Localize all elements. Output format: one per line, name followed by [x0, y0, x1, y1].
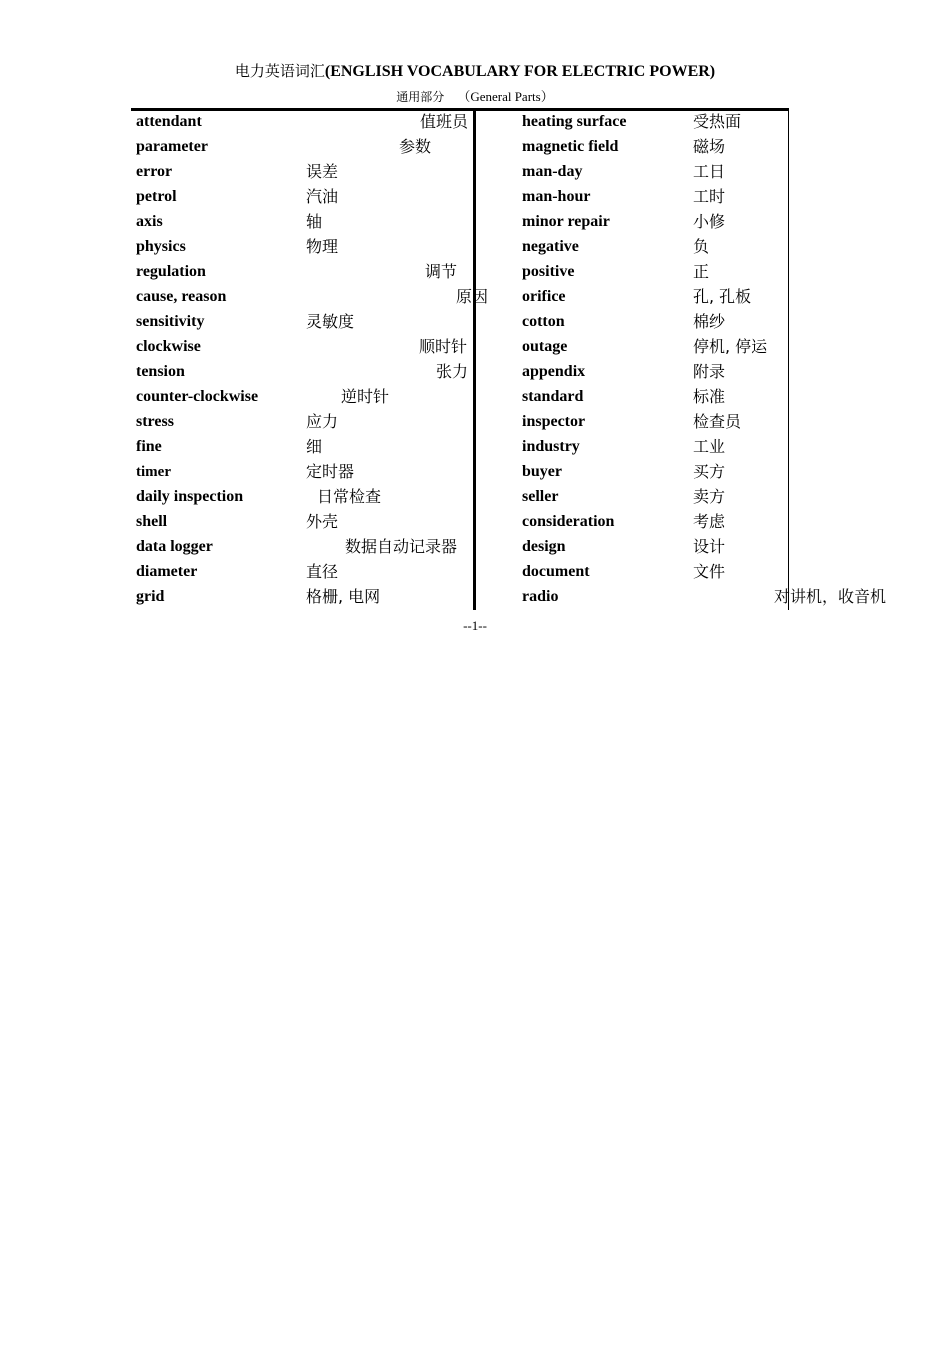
title-chinese: 电力英语词汇	[234, 62, 325, 80]
vocab-row	[136, 534, 474, 559]
english-term: radio	[522, 588, 559, 605]
chinese-term: 直径	[306, 562, 339, 581]
english-term: magnetic field	[522, 138, 619, 155]
english-term: man-day	[522, 163, 583, 180]
chinese-term: 棉纱	[693, 312, 726, 331]
vocab-row	[136, 259, 474, 284]
english-term: design	[522, 538, 566, 555]
english-term: timer	[136, 464, 171, 480]
chinese-term: 应力	[306, 412, 339, 431]
vocabulary-column-left	[136, 109, 489, 609]
english-term: heating surface	[522, 113, 627, 130]
chinese-term: 考虑	[693, 512, 726, 531]
vocab-row	[136, 159, 474, 184]
vocab-row	[522, 184, 942, 209]
english-term: industry	[522, 438, 580, 455]
vocab-row	[136, 484, 474, 509]
chinese-term: 张力	[436, 362, 469, 381]
english-term: axis	[136, 213, 163, 230]
english-term: physics	[136, 238, 186, 255]
vocab-row	[522, 234, 942, 259]
chinese-term: 顺时针	[419, 337, 468, 356]
chinese-term: 格栅, 电网	[306, 587, 381, 606]
english-term: shell	[136, 513, 168, 530]
vocab-row	[136, 409, 474, 434]
chinese-term: 文件	[693, 562, 726, 581]
chinese-term: 负	[693, 237, 710, 256]
vocab-row	[522, 109, 942, 134]
english-term: positive	[522, 263, 575, 280]
vocab-row	[136, 184, 474, 209]
vocab-row	[522, 134, 942, 159]
chinese-term: 受热面	[693, 112, 742, 131]
vocab-row	[522, 359, 942, 384]
english-term: regulation	[136, 263, 206, 280]
subtitle-english: （General Parts）	[457, 89, 554, 104]
chinese-term: 设计	[693, 537, 726, 556]
chinese-term: 原因	[456, 287, 489, 306]
subtitle-chinese: 通用部分	[396, 90, 445, 104]
vocab-row	[522, 159, 942, 184]
chinese-term: 汽油	[306, 187, 339, 206]
english-term: tension	[136, 363, 185, 380]
vocabulary-column-right	[522, 109, 942, 609]
chinese-term: 对讲机，收音机	[774, 587, 887, 606]
page-title	[0, 60, 950, 83]
english-term: sensitivity	[136, 313, 205, 330]
chinese-term: 工日	[693, 162, 726, 181]
vocab-row	[136, 334, 474, 359]
vocab-row	[136, 384, 474, 409]
chinese-term: 物理	[306, 237, 339, 256]
vocab-row	[522, 384, 942, 409]
title-english: (ENGLISH VOCABULARY FOR ELECTRIC POWER)	[324, 63, 716, 80]
vocab-row	[522, 534, 942, 559]
vocab-row	[522, 209, 942, 234]
chinese-term: 轴	[306, 212, 323, 231]
english-term: appendix	[522, 363, 586, 380]
english-term: error	[136, 163, 173, 180]
english-term: negative	[522, 238, 579, 255]
vocab-row	[522, 509, 942, 534]
english-term: outage	[522, 338, 568, 355]
vocab-row	[136, 234, 474, 259]
vocab-row	[522, 559, 942, 584]
english-term: attendant	[136, 113, 202, 130]
english-term: grid	[136, 588, 165, 605]
chinese-term: 磁场	[693, 137, 726, 156]
vocab-row	[136, 509, 474, 534]
vocab-row	[522, 334, 942, 359]
chinese-term: 卖方	[693, 487, 726, 506]
chinese-term: 灵敏度	[306, 312, 355, 331]
vocab-row	[136, 109, 474, 134]
chinese-term: 小修	[693, 212, 726, 231]
chinese-term: 工时	[693, 187, 726, 206]
chinese-term: 标准	[693, 387, 726, 406]
chinese-term: 工业	[693, 437, 726, 456]
chinese-term: 附录	[693, 362, 726, 381]
english-term: data logger	[136, 538, 213, 555]
vocab-row	[136, 309, 474, 334]
english-term: cause, reason	[136, 288, 227, 305]
vocab-row	[522, 309, 942, 334]
section-subtitle	[0, 88, 950, 106]
chinese-term: 数据自动记录器	[345, 537, 458, 556]
english-term: daily inspection	[136, 488, 244, 505]
chinese-term: 检查员	[693, 412, 742, 431]
vocab-row	[136, 559, 474, 584]
chinese-term: 值班员	[420, 112, 469, 131]
chinese-term: 日常检查	[317, 487, 382, 506]
chinese-term: 参数	[399, 137, 432, 156]
chinese-term: 买方	[693, 462, 726, 481]
vocab-row	[136, 584, 474, 609]
vocab-row	[136, 359, 474, 384]
vocab-row	[522, 409, 942, 434]
english-term: orifice	[522, 288, 566, 305]
chinese-term: 停机, 停运	[693, 337, 768, 356]
page-number: --1--	[463, 618, 487, 633]
english-term: fine	[136, 438, 162, 455]
english-term: parameter	[136, 138, 208, 155]
chinese-term: 正	[693, 262, 710, 281]
english-term: man-hour	[522, 188, 591, 205]
english-term: cotton	[522, 313, 565, 330]
english-term: document	[522, 563, 590, 580]
vocab-row	[522, 484, 942, 509]
english-term: counter-clockwise	[136, 388, 259, 405]
chinese-term: 误差	[306, 162, 339, 181]
vocab-row	[136, 209, 474, 234]
english-term: stress	[136, 413, 174, 430]
vocab-row	[136, 284, 489, 309]
vocab-row	[522, 259, 942, 284]
english-term: buyer	[522, 463, 562, 480]
vocab-row	[522, 459, 942, 484]
vocab-row	[136, 134, 474, 159]
english-term: petrol	[136, 188, 177, 205]
vocab-row	[522, 434, 942, 459]
english-term: diameter	[136, 563, 198, 580]
english-term: clockwise	[136, 338, 201, 355]
english-term: inspector	[522, 413, 586, 430]
vocab-row	[522, 584, 942, 609]
vocab-row	[136, 459, 474, 484]
vocab-row	[136, 434, 474, 459]
english-term: minor repair	[522, 213, 610, 230]
chinese-term: 细	[306, 437, 323, 456]
chinese-term: 逆时针	[341, 387, 390, 406]
chinese-term: 调节	[425, 262, 458, 281]
chinese-term: 孔, 孔板	[693, 287, 752, 306]
english-term: seller	[522, 488, 559, 505]
english-term: consideration	[522, 513, 615, 530]
english-term: standard	[522, 388, 584, 405]
vocab-row	[522, 284, 942, 309]
chinese-term: 定时器	[306, 462, 355, 481]
chinese-term: 外壳	[306, 512, 339, 531]
